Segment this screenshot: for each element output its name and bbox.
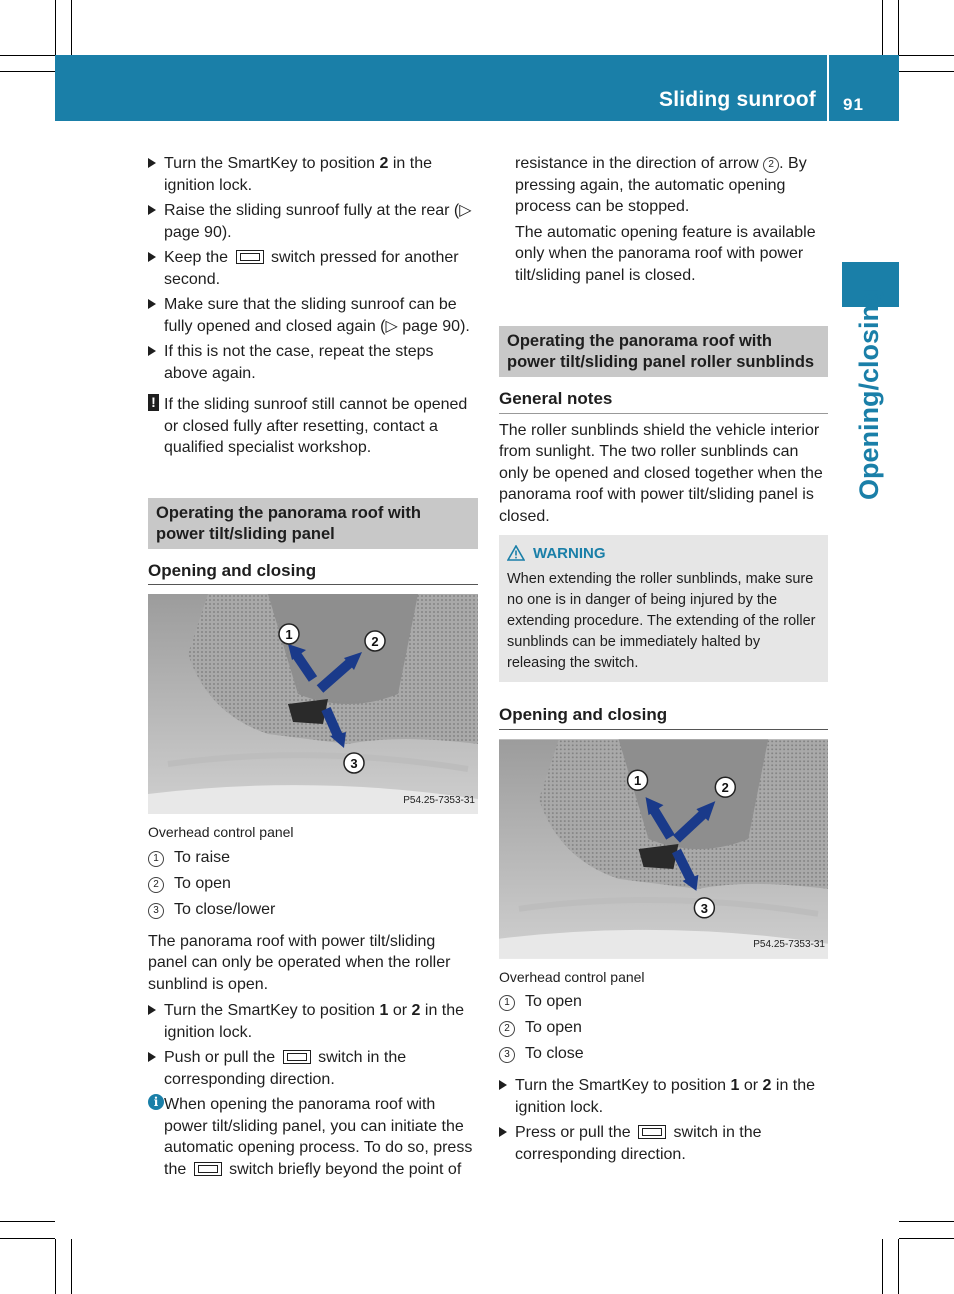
arrow-icon	[148, 346, 156, 356]
legend	[148, 847, 478, 925]
crop-mark	[71, 0, 72, 55]
overhead-panel-photo	[499, 739, 828, 959]
exclamation-icon: !	[148, 394, 159, 411]
left-column	[148, 153, 478, 1180]
legend-item: 3 To close/lower	[148, 899, 478, 925]
arrow-icon	[148, 252, 156, 262]
general-notes: The roller sunblinds shield the vehicle interior from sunlight. The two roller sunblinds can only be opened and closed together when the panorama roof with power tilt/sliding panel is closed.	[499, 421, 823, 525]
side-tab-label-wrap	[842, 288, 899, 510]
svg-text:3: 3	[350, 756, 358, 771]
paragraph: The automatic opening feature is available only when the panorama roof with power tilt/sliding panel is closed.	[515, 223, 816, 284]
section-heading: Operating the panorama roof with power tilt/sliding panel roller sunblinds	[499, 326, 828, 377]
step: Turn the SmartKey to position 2 in the ignition lock.	[148, 153, 478, 196]
roof-switch-icon	[283, 1050, 311, 1064]
general-notes-heading: General notes	[499, 388, 828, 414]
step: If this is not the case, repeat the steps above again.	[148, 341, 478, 384]
section-heading: Operating the panorama roof with power tilt/sliding panel	[148, 498, 478, 549]
figure-caption: Overhead control panel	[148, 824, 294, 840]
figure	[499, 739, 828, 959]
arrow-icon	[148, 1005, 156, 1015]
subheading: Opening and closing	[148, 560, 478, 586]
svg-text:2: 2	[721, 779, 729, 795]
arrow-icon	[499, 1080, 507, 1090]
arrow-icon	[148, 299, 156, 309]
caution-note: ! If the sliding sunroof still cannot be opened or closed fully after resetting, contact a qualified specialist workshop.	[148, 394, 478, 459]
crop-mark	[882, 1239, 883, 1294]
svg-text:1: 1	[633, 772, 642, 788]
figure-code: P54.25-7353-31	[753, 939, 825, 950]
warning-text: When extending the roller sunblinds, make sure no one is in danger of being injured by the extending procedure. The extending of the roller sunblinds can be immediately halted by releasing the switch.	[507, 571, 816, 671]
legend-item: 1 To open	[499, 991, 828, 1017]
arrow-icon	[148, 205, 156, 215]
crop-mark	[55, 1239, 56, 1294]
figure	[148, 594, 478, 814]
warning-icon	[507, 545, 525, 561]
step: Turn the SmartKey to position 1 or 2 in the ignition lock.	[148, 1000, 478, 1043]
arrow-icon	[499, 1127, 507, 1137]
crop-mark	[0, 1221, 55, 1222]
side-tab-label: Opening/closing	[854, 288, 884, 500]
continuation: resistance in the direction of arrow 2 . By pressing again, the automatic opening process can be stopped.	[515, 155, 807, 215]
svg-text:3: 3	[700, 900, 708, 916]
crop-mark	[899, 55, 954, 56]
svg-text:1: 1	[285, 627, 293, 642]
paragraph: The panorama roof with power tilt/sliding panel can only be operated when the roller sunblind is open.	[148, 932, 451, 993]
figure-code: P54.25-7353-31	[403, 794, 475, 806]
legend-item: 2 To open	[148, 873, 478, 899]
step: Raise the sliding sunroof fully at the rear (▷ page 90).	[148, 200, 478, 243]
crop-mark	[898, 0, 899, 55]
step: Press or pull the switch in the corresponding direction.	[499, 1122, 828, 1165]
legend-item: 1 To raise	[148, 847, 478, 873]
right-column	[499, 153, 828, 1169]
crop-mark	[899, 1221, 954, 1222]
crop-mark	[0, 71, 55, 72]
crop-mark	[71, 1239, 72, 1294]
crop-mark	[898, 1239, 899, 1294]
arrow-icon	[148, 158, 156, 168]
page-title: Sliding sunroof	[659, 88, 816, 111]
step: Turn the SmartKey to position 1 or 2 in the ignition lock.	[499, 1075, 828, 1118]
info-note: i When opening the panorama roof with power tilt/sliding panel, you can initiate the automatic opening process. To do so, press the switch briefly beyond the point of	[148, 1094, 478, 1180]
crop-mark	[899, 1238, 954, 1239]
legend	[499, 991, 828, 1069]
roof-switch-icon	[236, 250, 264, 264]
warning-title: WARNING	[507, 543, 820, 564]
roof-switch-icon	[194, 1162, 222, 1176]
legend-item: 3 To close	[499, 1043, 828, 1069]
crop-mark	[55, 0, 56, 55]
subheading: Opening and closing	[499, 704, 828, 730]
crop-mark	[0, 55, 55, 56]
roof-switch-icon	[638, 1125, 666, 1139]
header-divider	[827, 55, 829, 121]
svg-text:2: 2	[371, 634, 379, 649]
step: Push or pull the switch in the corresponding direction.	[148, 1047, 478, 1090]
legend-item: 2 To open	[499, 1017, 828, 1043]
warning-box	[499, 535, 828, 682]
arrow-icon	[148, 1052, 156, 1062]
crop-mark	[0, 1238, 55, 1239]
step: Keep the switch pressed for another second.	[148, 247, 478, 290]
step: Make sure that the sliding sunroof can be fully opened and closed again (▷ page 90).	[148, 294, 478, 337]
page-number: 91	[843, 95, 864, 114]
figure-caption: Overhead control panel	[499, 968, 645, 985]
crop-mark	[899, 71, 954, 72]
info-icon: i	[148, 1094, 164, 1110]
overhead-panel-photo	[148, 594, 478, 814]
crop-mark	[882, 0, 883, 55]
